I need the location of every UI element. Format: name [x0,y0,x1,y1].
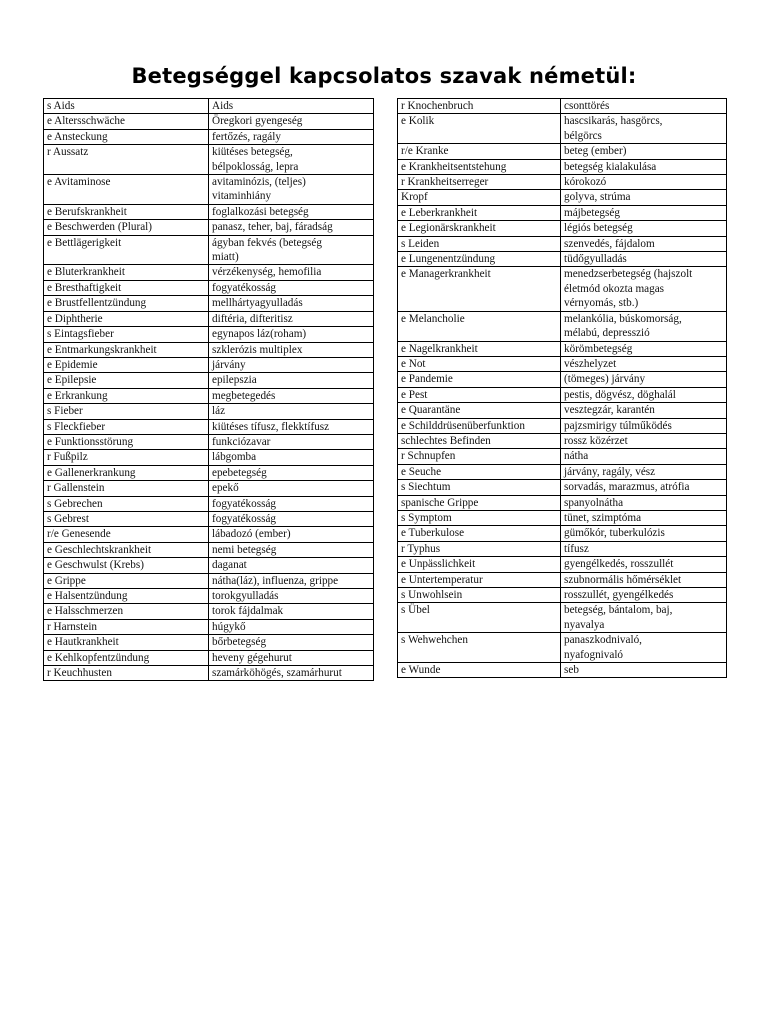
hungarian-translation: szubnormális hőmérséklet [561,572,727,587]
hungarian-translation: betegség, bántalom, baj, nyavalya [561,603,727,633]
table-row [44,542,374,557]
german-term: e Lungenentzündung [398,252,561,267]
hungarian-translation: ágyban fekvés (betegség miatt) [209,235,374,265]
table-row [398,190,727,205]
table-row [44,481,374,496]
german-term: r Aussatz [44,145,209,175]
german-term: e Gallenerkrankung [44,465,209,480]
table-row [398,572,727,587]
table-row [398,114,727,144]
hungarian-translation: vészhelyzet [561,356,727,371]
page-title: Betegséggel kapcsolatos szavak németül: [131,64,637,88]
hungarian-translation: epekő [209,481,374,496]
hungarian-translation: körömbetegség [561,341,727,356]
german-term: s Leiden [398,236,561,251]
hungarian-translation: húgykő [209,619,374,634]
table-row [398,663,727,678]
hungarian-translation: tünet, szimptóma [561,510,727,525]
german-term: e Melancholie [398,311,561,341]
table-row [398,510,727,525]
german-term: e Bluterkrankheit [44,265,209,280]
table-row [44,573,374,588]
table-row [398,99,727,114]
hungarian-translation: seb [561,663,727,678]
table-row [44,450,374,465]
table-row [398,588,727,603]
hungarian-translation: fogyatékosság [209,496,374,511]
table-row [398,356,727,371]
table-row [44,327,374,342]
german-term: e Nagelkrankheit [398,341,561,356]
german-term: e Entmarkungskrankheit [44,342,209,357]
table-row [44,465,374,480]
table-row [44,511,374,526]
table-row [398,267,727,311]
table-row [44,265,374,280]
german-term: e Ansteckung [44,129,209,144]
german-term: e Krankheitsentstehung [398,159,561,174]
hungarian-translation: kiütéses betegség, bélpoklosság, lepra [209,145,374,175]
table-row [44,99,374,114]
german-term: r Keuchhusten [44,666,209,681]
hungarian-translation: nemi betegség [209,542,374,557]
table-row [44,419,374,434]
hungarian-translation: daganat [209,558,374,573]
hungarian-translation: (tömeges) járvány [561,372,727,387]
german-term: e Altersschwäche [44,114,209,129]
german-term: e Hautkrankheit [44,635,209,650]
table-row [398,221,727,236]
hungarian-translation: torok fájdalmak [209,604,374,619]
table-row [398,526,727,541]
vocabulary-table-right [397,98,727,678]
hungarian-translation: golyva, strúma [561,190,727,205]
hungarian-translation: szamárköhögés, szamárhurut [209,666,374,681]
german-term: e Managerkrankheit [398,267,561,311]
hungarian-translation: láz [209,404,374,419]
table-row [44,145,374,175]
german-term: e Funktionsstörung [44,434,209,449]
table-row [398,557,727,572]
hungarian-translation: vérzékenység, hemofilia [209,265,374,280]
table-row [44,404,374,419]
hungarian-translation: csonttörés [561,99,727,114]
german-term: e Brustfellentzündung [44,296,209,311]
german-term: r/e Genesende [44,527,209,542]
german-term: e Bettlägerigkeit [44,235,209,265]
hungarian-translation: Aids [209,99,374,114]
hungarian-translation: fertőzés, ragály [209,129,374,144]
german-term: e Geschwulst (Krebs) [44,558,209,573]
table-row [398,480,727,495]
hungarian-translation: funkciózavar [209,434,374,449]
table-row [44,280,374,295]
table-row [398,403,727,418]
german-term: e Bresthaftigkeit [44,280,209,295]
table-row [398,311,727,341]
hungarian-translation: nátha(láz), influenza, grippe [209,573,374,588]
table-row [44,388,374,403]
hungarian-translation: fogyatékosság [209,280,374,295]
german-term: s Fieber [44,404,209,419]
table-row [398,464,727,479]
hungarian-translation: betegség kialakulása [561,159,727,174]
german-term: Kropf [398,190,561,205]
vocabulary-table-left-body [44,99,374,681]
hungarian-translation: nátha [561,449,727,464]
german-term: e Tuberkulose [398,526,561,541]
german-term: s Aids [44,99,209,114]
hungarian-translation: bőrbetegség [209,635,374,650]
hungarian-translation: sorvadás, marazmus, atrófia [561,480,727,495]
hungarian-translation: gyengélkedés, rosszullét [561,557,727,572]
german-term: s Symptom [398,510,561,525]
hungarian-translation: foglalkozási betegség [209,204,374,219]
hungarian-translation: szklerózis multiplex [209,342,374,357]
german-term: r Knochenbruch [398,99,561,114]
german-term: e Epidemie [44,357,209,372]
german-term: e Unpässlichkeit [398,557,561,572]
table-row [44,434,374,449]
table-row [44,296,374,311]
hungarian-translation: melankólia, búskomorság, mélabú, depresszió [561,311,727,341]
table-row [44,589,374,604]
hungarian-translation: megbetegedés [209,388,374,403]
german-term: e Grippe [44,573,209,588]
table-row [398,144,727,159]
table-row [398,387,727,402]
vocabulary-table-left [43,98,374,681]
table-row [44,619,374,634]
german-term: e Geschlechtskrankheit [44,542,209,557]
hungarian-translation: kiütéses tífusz, flekktífusz [209,419,374,434]
hungarian-translation: lábadozó (ember) [209,527,374,542]
hungarian-translation: rosszullét, gyengélkedés [561,588,727,603]
hungarian-translation: vesztegzár, karantén [561,403,727,418]
hungarian-translation: avitaminózis, (teljes) vitaminhiány [209,175,374,205]
german-term: e Schilddrüsenüberfunktion [398,418,561,433]
hungarian-translation: járvány [209,357,374,372]
hungarian-translation: beteg (ember) [561,144,727,159]
table-row [398,236,727,251]
german-term: r Gallenstein [44,481,209,496]
hungarian-translation: torokgyulladás [209,589,374,604]
german-term: r Fußpilz [44,450,209,465]
german-term: e Pest [398,387,561,402]
german-term: s Fleckfieber [44,419,209,434]
table-row [44,114,374,129]
table-row [44,129,374,144]
table-row [44,311,374,326]
table-row [398,633,727,663]
german-term: e Avitaminose [44,175,209,205]
table-row [398,603,727,633]
table-row [44,650,374,665]
table-row [398,372,727,387]
german-term: s Wehwehchen [398,633,561,663]
hungarian-translation: légiós betegség [561,221,727,236]
table-row [44,175,374,205]
hungarian-translation: tífusz [561,541,727,556]
hungarian-translation: lábgomba [209,450,374,465]
hungarian-translation: menedzserbetegség (hajszolt életmód okozta magas vérnyomás, stb.) [561,267,727,311]
german-term: e Leberkrankheit [398,205,561,220]
hungarian-translation: májbetegség [561,205,727,220]
hungarian-translation: spanyolnátha [561,495,727,510]
table-row [44,204,374,219]
german-term: s Gebrechen [44,496,209,511]
hungarian-translation: epebetegség [209,465,374,480]
german-term: e Pandemie [398,372,561,387]
table-row [398,159,727,174]
table-row [398,418,727,433]
german-term: r/e Kranke [398,144,561,159]
table-row [398,341,727,356]
hungarian-translation: panaszkodnivaló, nyafognivaló [561,633,727,663]
german-term: s Siechtum [398,480,561,495]
table-row [44,357,374,372]
german-term: e Not [398,356,561,371]
german-term: spanische Grippe [398,495,561,510]
hungarian-translation: szenvedés, fájdalom [561,236,727,251]
german-term: e Wunde [398,663,561,678]
hungarian-translation: epilepszia [209,373,374,388]
table-row [398,495,727,510]
hungarian-translation: heveny gégehurut [209,650,374,665]
german-term: e Erkrankung [44,388,209,403]
table-row [398,252,727,267]
hungarian-translation: Öregkori gyengeség [209,114,374,129]
table-row [44,496,374,511]
table-row [44,235,374,265]
hungarian-translation: rossz közérzet [561,433,727,448]
hungarian-translation: tüdőgyulladás [561,252,727,267]
table-row [44,635,374,650]
table-row [44,666,374,681]
vocabulary-table-right-body [398,99,727,678]
german-term: e Halsschmerzen [44,604,209,619]
table-row [398,449,727,464]
german-term: s Gebrest [44,511,209,526]
german-term: e Seuche [398,464,561,479]
hungarian-translation: egynapos láz(roham) [209,327,374,342]
hungarian-translation: diftéria, difteritisz [209,311,374,326]
german-term: r Typhus [398,541,561,556]
hungarian-translation: mellhártyagyulladás [209,296,374,311]
hungarian-translation: panasz, teher, baj, fáradság [209,220,374,235]
german-term: e Halsentzündung [44,589,209,604]
german-term: r Harnstein [44,619,209,634]
german-term: e Quarantäne [398,403,561,418]
table-row [44,527,374,542]
table-row [44,558,374,573]
german-term: schlechtes Befinden [398,433,561,448]
table-row [398,541,727,556]
german-term: e Kehlkopfentzündung [44,650,209,665]
german-term: e Berufskrankheit [44,204,209,219]
german-term: e Beschwerden (Plural) [44,220,209,235]
table-row [44,604,374,619]
table-row [44,220,374,235]
table-row [398,433,727,448]
german-term: e Kolik [398,114,561,144]
hungarian-translation: pajzsmirigy túlműködés [561,418,727,433]
table-row [44,373,374,388]
german-term: e Legionärskrankheit [398,221,561,236]
hungarian-translation: hascsikarás, hasgörcs, bélgörcs [561,114,727,144]
german-term: e Diphtherie [44,311,209,326]
german-term: s Eintagsfieber [44,327,209,342]
table-row [398,175,727,190]
german-term: s Übel [398,603,561,633]
hungarian-translation: fogyatékosság [209,511,374,526]
hungarian-translation: járvány, ragály, vész [561,464,727,479]
german-term: r Schnupfen [398,449,561,464]
german-term: s Unwohlsein [398,588,561,603]
german-term: e Untertemperatur [398,572,561,587]
german-term: e Epilepsie [44,373,209,388]
table-row [44,342,374,357]
hungarian-translation: pestis, dögvész, döghalál [561,387,727,402]
hungarian-translation: kórokozó [561,175,727,190]
german-term: r Krankheitserreger [398,175,561,190]
table-row [398,205,727,220]
hungarian-translation: gümőkór, tuberkulózis [561,526,727,541]
